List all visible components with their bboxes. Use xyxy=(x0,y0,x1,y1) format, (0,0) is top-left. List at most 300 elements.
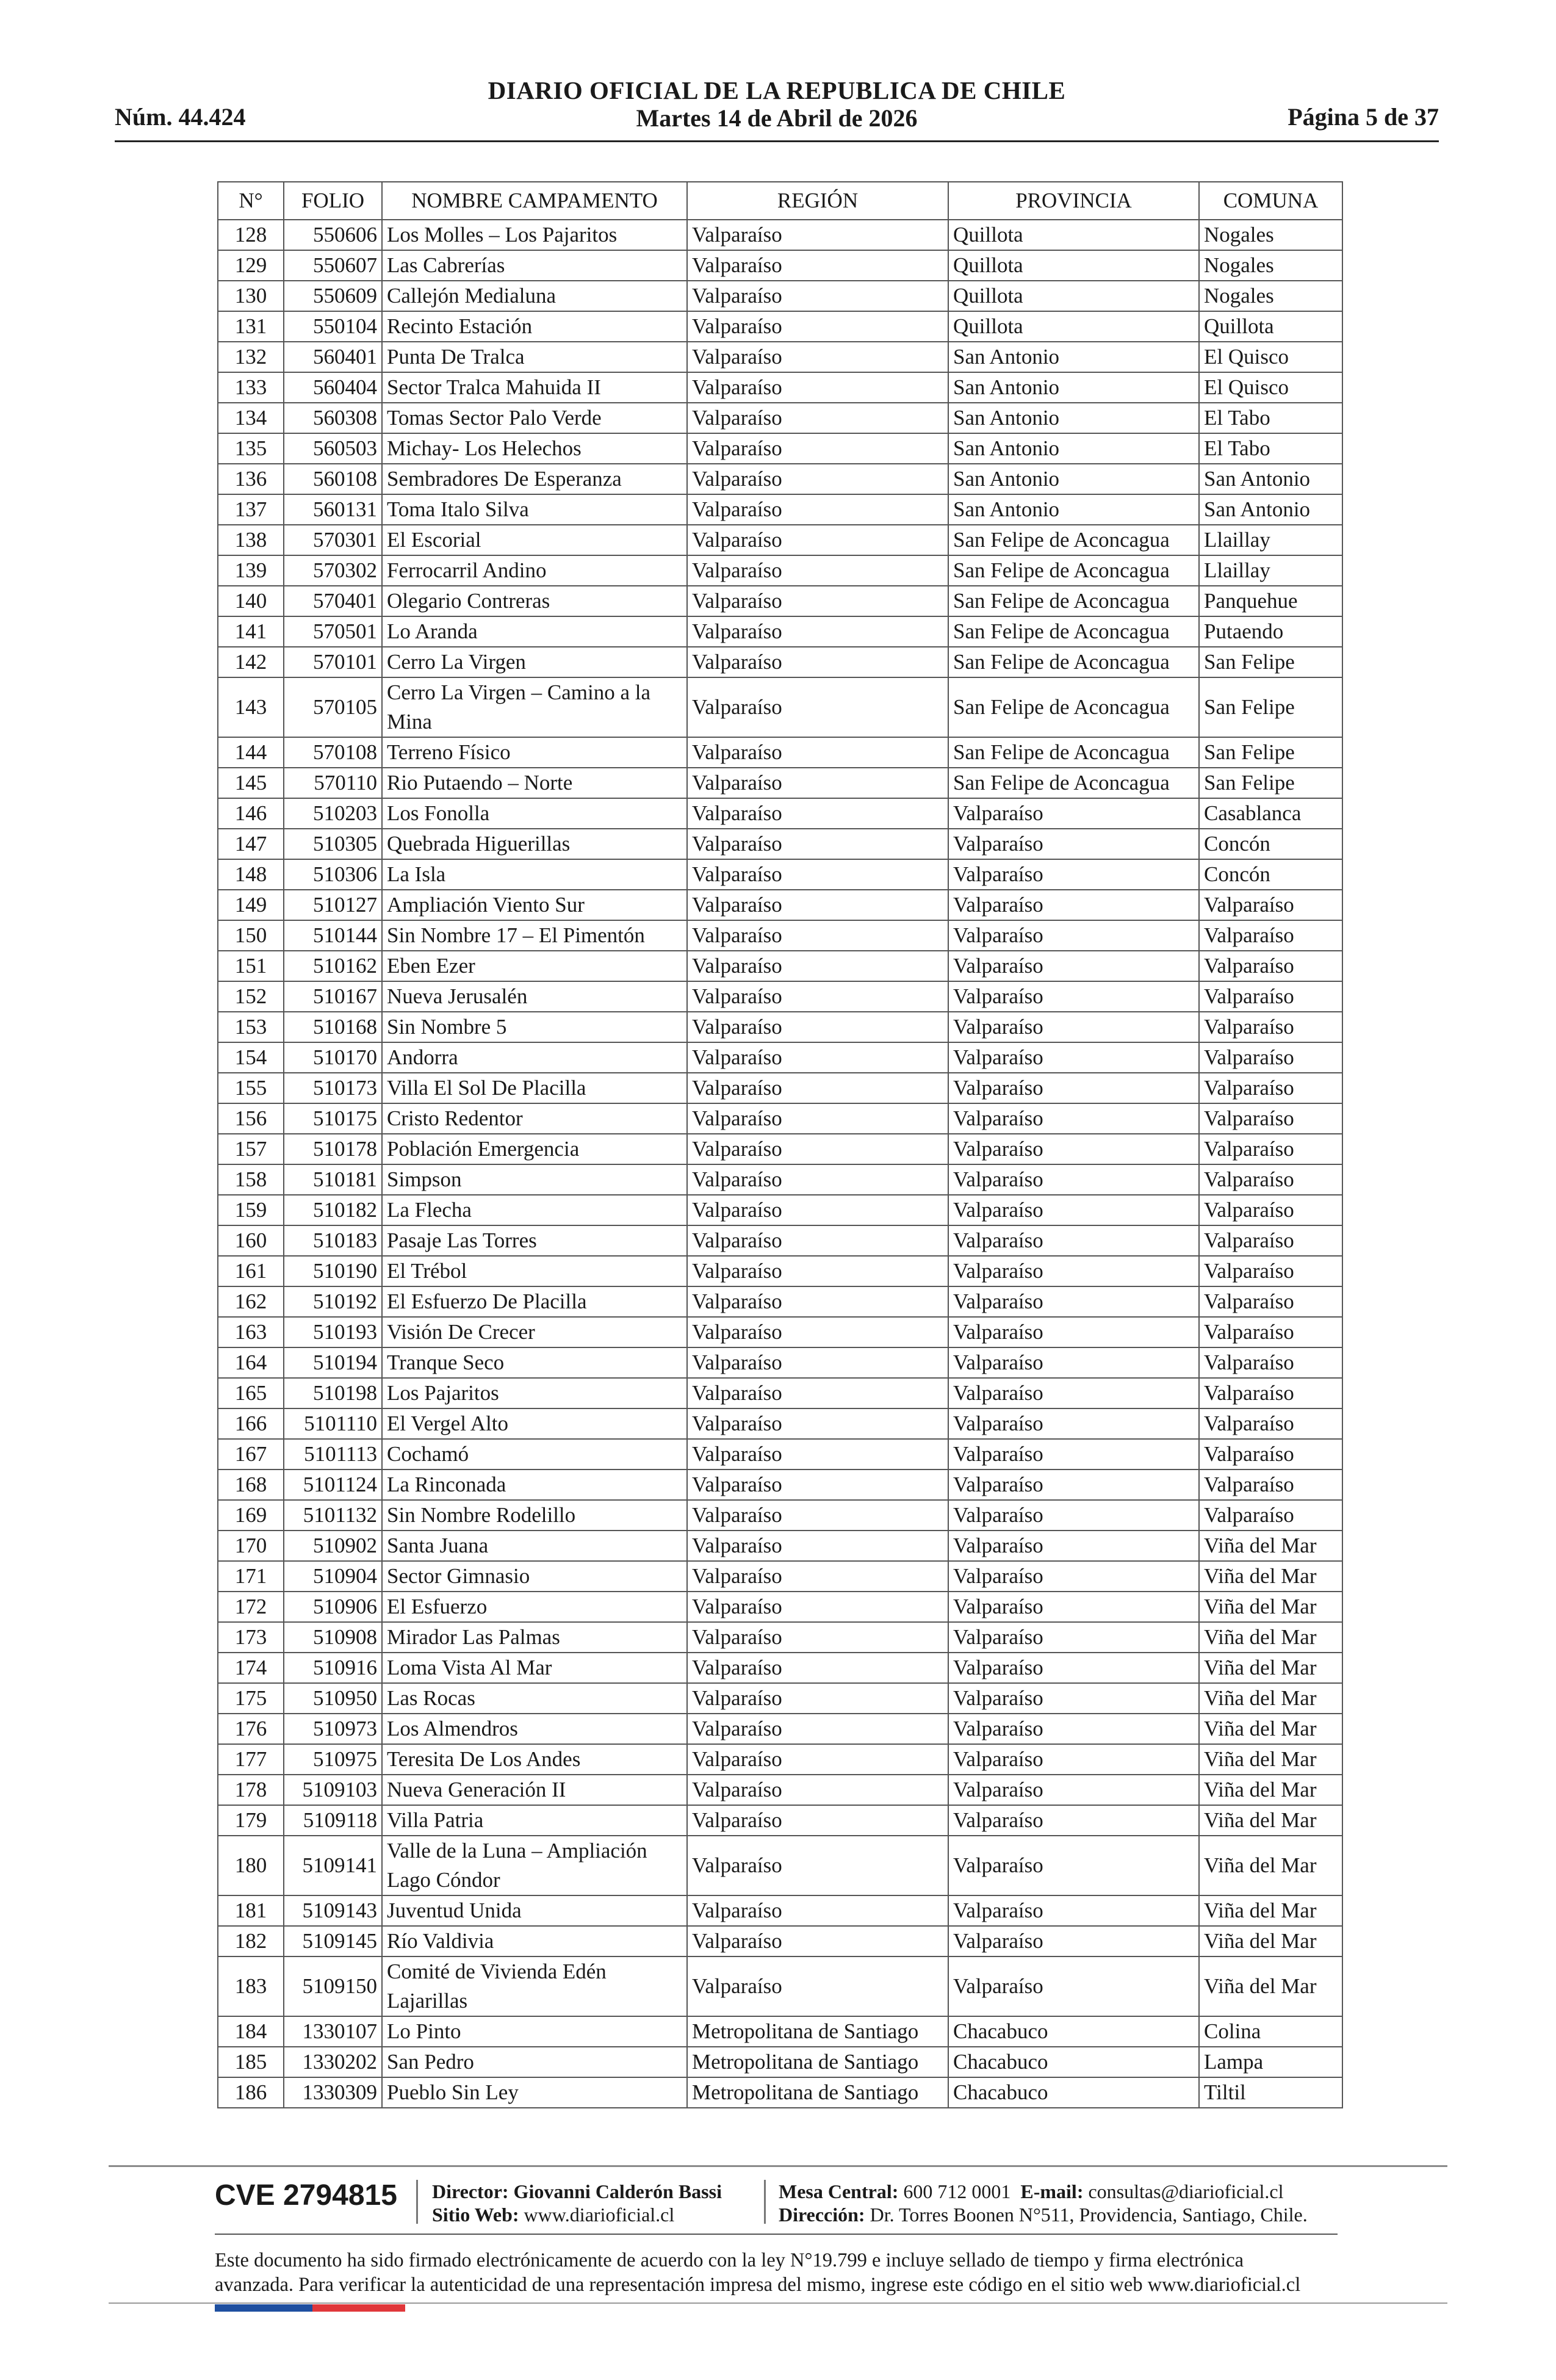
nombre-campamento: Los Almendros xyxy=(382,1714,687,1744)
provincia: San Felipe de Aconcagua xyxy=(948,586,1199,616)
nombre-campamento: Pueblo Sin Ley xyxy=(382,2077,687,2108)
region: Valparaíso xyxy=(687,829,948,859)
comuna: El Tabo xyxy=(1199,433,1342,464)
provincia: Quillota xyxy=(948,311,1199,342)
flag-bar-red xyxy=(312,2304,405,2312)
row-number: 132 xyxy=(218,342,284,372)
folio: 510950 xyxy=(284,1683,382,1714)
footer-legal-divider xyxy=(215,2234,1338,2235)
provincia: Valparaíso xyxy=(948,1103,1199,1134)
region: Valparaíso xyxy=(687,433,948,464)
nombre-campamento: Sin Nombre Rodelillo xyxy=(382,1500,687,1531)
provincia: San Felipe de Aconcagua xyxy=(948,616,1199,647)
nombre-campamento: Santa Juana xyxy=(382,1531,687,1561)
table-row xyxy=(218,1561,1342,1592)
row-number: 171 xyxy=(218,1561,284,1592)
folio: 570401 xyxy=(284,586,382,616)
footer-director-block xyxy=(432,2180,722,2226)
row-number: 184 xyxy=(218,2016,284,2047)
row-number: 182 xyxy=(218,1926,284,1956)
comuna: Concón xyxy=(1199,859,1342,890)
nombre-campamento: Eben Ezer xyxy=(382,951,687,981)
comuna: Valparaíso xyxy=(1199,920,1342,951)
table-row xyxy=(218,829,1342,859)
folio: 510198 xyxy=(284,1378,382,1408)
column-header: NOMBRE CAMPAMENTO xyxy=(382,182,687,220)
provincia: Valparaíso xyxy=(948,1683,1199,1714)
table-row xyxy=(218,342,1342,372)
flag-bar-blue xyxy=(215,2304,312,2312)
table-row xyxy=(218,768,1342,798)
nombre-campamento: La Rinconada xyxy=(382,1469,687,1500)
region: Valparaíso xyxy=(687,981,948,1012)
comuna: Viña del Mar xyxy=(1199,1683,1342,1714)
comuna: Viña del Mar xyxy=(1199,1622,1342,1653)
provincia: San Felipe de Aconcagua xyxy=(948,525,1199,555)
table-row xyxy=(218,1164,1342,1195)
row-number: 128 xyxy=(218,220,284,250)
row-number: 145 xyxy=(218,768,284,798)
comuna: Llaillay xyxy=(1199,525,1342,555)
table-row xyxy=(218,1592,1342,1622)
row-number: 156 xyxy=(218,1103,284,1134)
nombre-campamento: El Esfuerzo xyxy=(382,1592,687,1622)
nombre-campamento: Lo Aranda xyxy=(382,616,687,647)
folio: 570108 xyxy=(284,737,382,768)
row-number: 172 xyxy=(218,1592,284,1622)
folio: 510178 xyxy=(284,1134,382,1164)
provincia: Quillota xyxy=(948,220,1199,250)
folio: 550607 xyxy=(284,250,382,281)
table-row xyxy=(218,1775,1342,1805)
comuna: San Antonio xyxy=(1199,494,1342,525)
comuna: Concón xyxy=(1199,829,1342,859)
provincia: Valparaíso xyxy=(948,859,1199,890)
folio: 550609 xyxy=(284,281,382,311)
row-number: 141 xyxy=(218,616,284,647)
comuna: Valparaíso xyxy=(1199,890,1342,920)
region: Valparaíso xyxy=(687,1592,948,1622)
cve-code: CVE 2794815 xyxy=(215,2179,397,2212)
folio: 510182 xyxy=(284,1195,382,1225)
nombre-campamento: Loma Vista Al Mar xyxy=(382,1653,687,1683)
provincia: Valparaíso xyxy=(948,1256,1199,1286)
table-row xyxy=(218,433,1342,464)
nombre-campamento: Cerro La Virgen – Camino a la Mina xyxy=(382,677,687,737)
folio: 1330107 xyxy=(284,2016,382,2047)
nombre-campamento: Recinto Estación xyxy=(382,311,687,342)
footer-separator xyxy=(416,2180,418,2224)
nombre-campamento: Comité de Vivienda Edén Lajarillas xyxy=(382,1956,687,2016)
nombre-campamento: Cerro La Virgen xyxy=(382,647,687,677)
comuna: Viña del Mar xyxy=(1199,1653,1342,1683)
comuna: Casablanca xyxy=(1199,798,1342,829)
row-number: 137 xyxy=(218,494,284,525)
row-number: 140 xyxy=(218,586,284,616)
table-row xyxy=(218,1622,1342,1653)
legal-line-2: avanzada. Para verificar la autenticidad de una representación impresa del mismo, ingrese este código en el sitio web www.diarioficial.cl xyxy=(215,2274,1301,2296)
table-row xyxy=(218,951,1342,981)
row-number: 169 xyxy=(218,1500,284,1531)
table-row xyxy=(218,1286,1342,1317)
table-row xyxy=(218,737,1342,768)
row-number: 158 xyxy=(218,1164,284,1195)
region: Metropolitana de Santiago xyxy=(687,2016,948,2047)
table-row xyxy=(218,677,1342,737)
provincia: Valparaíso xyxy=(948,1317,1199,1347)
table-row xyxy=(218,1744,1342,1775)
comuna: Lampa xyxy=(1199,2047,1342,2077)
nombre-campamento: Sin Nombre 17 – El Pimentón xyxy=(382,920,687,951)
folio: 510162 xyxy=(284,951,382,981)
row-number: 151 xyxy=(218,951,284,981)
row-number: 164 xyxy=(218,1347,284,1378)
region: Valparaíso xyxy=(687,920,948,951)
provincia: Valparaíso xyxy=(948,1926,1199,1956)
table-row xyxy=(218,1256,1342,1286)
provincia: Valparaíso xyxy=(948,1956,1199,2016)
web-link[interactable]: www.diarioficial.cl xyxy=(524,2204,675,2226)
comuna: San Felipe xyxy=(1199,737,1342,768)
region: Valparaíso xyxy=(687,890,948,920)
provincia: Valparaíso xyxy=(948,890,1199,920)
region: Valparaíso xyxy=(687,525,948,555)
table-row xyxy=(218,1926,1342,1956)
row-number: 147 xyxy=(218,829,284,859)
row-number: 150 xyxy=(218,920,284,951)
issue-date: Martes 14 de Abril de 2026 xyxy=(636,104,918,132)
table-row xyxy=(218,616,1342,647)
comuna: Panquehue xyxy=(1199,586,1342,616)
folio: 510916 xyxy=(284,1653,382,1683)
folio: 510973 xyxy=(284,1714,382,1744)
table-row xyxy=(218,372,1342,403)
column-header: PROVINCIA xyxy=(948,182,1199,220)
row-number: 181 xyxy=(218,1895,284,1926)
comuna: Quillota xyxy=(1199,311,1342,342)
comuna: Valparaíso xyxy=(1199,1012,1342,1042)
row-number: 144 xyxy=(218,737,284,768)
table-row xyxy=(218,1378,1342,1408)
provincia: San Felipe de Aconcagua xyxy=(948,768,1199,798)
folio: 560401 xyxy=(284,342,382,372)
folio: 510144 xyxy=(284,920,382,951)
region: Valparaíso xyxy=(687,1256,948,1286)
nombre-campamento: Sin Nombre 5 xyxy=(382,1012,687,1042)
comuna: El Quisco xyxy=(1199,372,1342,403)
nombre-campamento: Simpson xyxy=(382,1164,687,1195)
nombre-campamento: Visión De Crecer xyxy=(382,1317,687,1347)
nombre-campamento: Ferrocarril Andino xyxy=(382,555,687,586)
table-row xyxy=(218,1500,1342,1531)
region: Valparaíso xyxy=(687,1134,948,1164)
table-header-row xyxy=(218,182,1342,220)
comuna: El Quisco xyxy=(1199,342,1342,372)
row-number: 174 xyxy=(218,1653,284,1683)
region: Valparaíso xyxy=(687,311,948,342)
provincia: Quillota xyxy=(948,250,1199,281)
nombre-campamento: Teresita De Los Andes xyxy=(382,1744,687,1775)
provincia: Valparaíso xyxy=(948,1195,1199,1225)
folio: 510902 xyxy=(284,1531,382,1561)
comuna: Viña del Mar xyxy=(1199,1926,1342,1956)
table-row xyxy=(218,1317,1342,1347)
row-number: 168 xyxy=(218,1469,284,1500)
folio: 510170 xyxy=(284,1042,382,1073)
comuna: Viña del Mar xyxy=(1199,1531,1342,1561)
nombre-campamento: Las Cabrerías xyxy=(382,250,687,281)
table-row xyxy=(218,1956,1342,2016)
nombre-campamento: Villa El Sol De Placilla xyxy=(382,1073,687,1103)
region: Valparaíso xyxy=(687,1805,948,1836)
region: Valparaíso xyxy=(687,1378,948,1408)
region: Valparaíso xyxy=(687,616,948,647)
nombre-campamento: Pasaje Las Torres xyxy=(382,1225,687,1256)
provincia: San Felipe de Aconcagua xyxy=(948,677,1199,737)
table-row xyxy=(218,920,1342,951)
page-number: Página 5 de 37 xyxy=(1288,103,1439,131)
table-row xyxy=(218,494,1342,525)
comuna: Valparaíso xyxy=(1199,1408,1342,1439)
folio: 560503 xyxy=(284,433,382,464)
comuna: Viña del Mar xyxy=(1199,1805,1342,1836)
folio: 560108 xyxy=(284,464,382,494)
row-number: 183 xyxy=(218,1956,284,2016)
region: Valparaíso xyxy=(687,1073,948,1103)
nombre-campamento: La Flecha xyxy=(382,1195,687,1225)
comuna: Valparaíso xyxy=(1199,1195,1342,1225)
nombre-campamento: Los Pajaritos xyxy=(382,1378,687,1408)
folio: 570302 xyxy=(284,555,382,586)
folio: 510305 xyxy=(284,829,382,859)
region: Valparaíso xyxy=(687,1347,948,1378)
footer-divider xyxy=(109,2165,1447,2167)
provincia: Valparaíso xyxy=(948,1439,1199,1469)
comuna: Viña del Mar xyxy=(1199,1744,1342,1775)
comuna: Tiltil xyxy=(1199,2077,1342,2108)
table-row xyxy=(218,2047,1342,2077)
nombre-campamento: Nueva Jerusalén xyxy=(382,981,687,1012)
region: Valparaíso xyxy=(687,737,948,768)
comuna: El Tabo xyxy=(1199,403,1342,433)
comuna: Viña del Mar xyxy=(1199,1836,1342,1895)
row-number: 131 xyxy=(218,311,284,342)
nombre-campamento: Población Emergencia xyxy=(382,1134,687,1164)
row-number: 163 xyxy=(218,1317,284,1347)
row-number: 143 xyxy=(218,677,284,737)
folio: 510173 xyxy=(284,1073,382,1103)
provincia: Chacabuco xyxy=(948,2077,1199,2108)
table-row xyxy=(218,250,1342,281)
region: Valparaíso xyxy=(687,1317,948,1347)
table-row xyxy=(218,981,1342,1012)
folio: 510175 xyxy=(284,1103,382,1134)
folio: 5101124 xyxy=(284,1469,382,1500)
provincia: Valparaíso xyxy=(948,1592,1199,1622)
comuna: Valparaíso xyxy=(1199,1286,1342,1317)
provincia: Valparaíso xyxy=(948,1561,1199,1592)
row-number: 149 xyxy=(218,890,284,920)
folio: 510194 xyxy=(284,1347,382,1378)
comuna: Valparaíso xyxy=(1199,1042,1342,1073)
provincia: Valparaíso xyxy=(948,1653,1199,1683)
row-number: 139 xyxy=(218,555,284,586)
region: Valparaíso xyxy=(687,1225,948,1256)
column-header: FOLIO xyxy=(284,182,382,220)
region: Valparaíso xyxy=(687,798,948,829)
folio: 5101132 xyxy=(284,1500,382,1531)
region: Valparaíso xyxy=(687,1531,948,1561)
provincia: San Felipe de Aconcagua xyxy=(948,737,1199,768)
nombre-campamento: Ampliación Viento Sur xyxy=(382,890,687,920)
region: Valparaíso xyxy=(687,1500,948,1531)
row-number: 186 xyxy=(218,2077,284,2108)
region: Valparaíso xyxy=(687,1439,948,1469)
row-number: 153 xyxy=(218,1012,284,1042)
mesa-label: Mesa Central: xyxy=(779,2180,899,2202)
page-header xyxy=(115,0,1439,146)
nombre-campamento: Lo Pinto xyxy=(382,2016,687,2047)
comuna: Valparaíso xyxy=(1199,951,1342,981)
mesa-phone: 600 712 0001 xyxy=(903,2180,1011,2202)
folio: 510908 xyxy=(284,1622,382,1653)
nombre-campamento: Olegario Contreras xyxy=(382,586,687,616)
provincia: Valparaíso xyxy=(948,1042,1199,1073)
provincia: Valparaíso xyxy=(948,1531,1199,1561)
row-number: 161 xyxy=(218,1256,284,1286)
comuna: San Antonio xyxy=(1199,464,1342,494)
comuna: Viña del Mar xyxy=(1199,1895,1342,1926)
table-row xyxy=(218,1073,1342,1103)
nombre-campamento: Andorra xyxy=(382,1042,687,1073)
folio: 5109118 xyxy=(284,1805,382,1836)
comuna: Valparaíso xyxy=(1199,1073,1342,1103)
comuna: Llaillay xyxy=(1199,555,1342,586)
row-number: 138 xyxy=(218,525,284,555)
email-link[interactable]: consultas@diarioficial.cl xyxy=(1088,2180,1284,2202)
footer-contact-block xyxy=(779,2180,1308,2226)
row-number: 167 xyxy=(218,1439,284,1469)
region: Valparaíso xyxy=(687,1408,948,1439)
provincia: San Antonio xyxy=(948,372,1199,403)
director-name: Giovanni Calderón Bassi xyxy=(513,2180,722,2202)
folio: 570110 xyxy=(284,768,382,798)
region: Valparaíso xyxy=(687,1042,948,1073)
comuna: Valparaíso xyxy=(1199,1225,1342,1256)
provincia: Valparaíso xyxy=(948,920,1199,951)
comuna: Viña del Mar xyxy=(1199,1561,1342,1592)
comuna: Valparaíso xyxy=(1199,1439,1342,1469)
table-row xyxy=(218,1225,1342,1256)
region: Valparaíso xyxy=(687,1926,948,1956)
email-label: E-mail: xyxy=(1020,2180,1084,2202)
nombre-campamento: Punta De Tralca xyxy=(382,342,687,372)
provincia: Valparaíso xyxy=(948,1895,1199,1926)
table-row xyxy=(218,1895,1342,1926)
region: Valparaíso xyxy=(687,768,948,798)
nombre-campamento: Nueva Generación II xyxy=(382,1775,687,1805)
nombre-campamento: Sector Gimnasio xyxy=(382,1561,687,1592)
nombre-campamento: San Pedro xyxy=(382,2047,687,2077)
folio: 5101113 xyxy=(284,1439,382,1469)
folio: 5109141 xyxy=(284,1836,382,1895)
table-row xyxy=(218,1714,1342,1744)
nombre-campamento: El Vergel Alto xyxy=(382,1408,687,1439)
table-row xyxy=(218,281,1342,311)
table-row xyxy=(218,525,1342,555)
provincia: Valparaíso xyxy=(948,1805,1199,1836)
folio: 560404 xyxy=(284,372,382,403)
folio: 510190 xyxy=(284,1256,382,1286)
table-row xyxy=(218,890,1342,920)
table-row xyxy=(218,464,1342,494)
comuna: San Felipe xyxy=(1199,768,1342,798)
region: Valparaíso xyxy=(687,1012,948,1042)
provincia: Valparaíso xyxy=(948,829,1199,859)
comuna: Valparaíso xyxy=(1199,981,1342,1012)
region: Valparaíso xyxy=(687,1164,948,1195)
provincia: Valparaíso xyxy=(948,1469,1199,1500)
column-header: N° xyxy=(218,182,284,220)
region: Valparaíso xyxy=(687,1561,948,1592)
nombre-campamento: Los Fonolla xyxy=(382,798,687,829)
nombre-campamento: Juventud Unida xyxy=(382,1895,687,1926)
comuna: Valparaíso xyxy=(1199,1347,1342,1378)
region: Valparaíso xyxy=(687,1195,948,1225)
table-body xyxy=(218,220,1342,2108)
row-number: 177 xyxy=(218,1744,284,1775)
provincia: Valparaíso xyxy=(948,1164,1199,1195)
folio: 510183 xyxy=(284,1225,382,1256)
nombre-campamento: Cristo Redentor xyxy=(382,1103,687,1134)
provincia: Valparaíso xyxy=(948,1744,1199,1775)
row-number: 155 xyxy=(218,1073,284,1103)
bottom-rule xyxy=(109,2302,1447,2304)
nombre-campamento: Callejón Medialuna xyxy=(382,281,687,311)
region: Valparaíso xyxy=(687,1714,948,1744)
provincia: Valparaíso xyxy=(948,981,1199,1012)
row-number: 130 xyxy=(218,281,284,311)
table-row xyxy=(218,859,1342,890)
table-row xyxy=(218,1347,1342,1378)
row-number: 160 xyxy=(218,1225,284,1256)
provincia: Valparaíso xyxy=(948,1378,1199,1408)
folio: 510192 xyxy=(284,1286,382,1317)
region: Valparaíso xyxy=(687,1683,948,1714)
region: Valparaíso xyxy=(687,555,948,586)
provincia: Valparaíso xyxy=(948,1622,1199,1653)
row-number: 148 xyxy=(218,859,284,890)
provincia: San Antonio xyxy=(948,464,1199,494)
comuna: Viña del Mar xyxy=(1199,1775,1342,1805)
table-row xyxy=(218,1012,1342,1042)
nombre-campamento: Mirador Las Palmas xyxy=(382,1622,687,1653)
nombre-campamento: La Isla xyxy=(382,859,687,890)
table-row xyxy=(218,1836,1342,1895)
row-number: 157 xyxy=(218,1134,284,1164)
row-number: 162 xyxy=(218,1286,284,1317)
table-row xyxy=(218,311,1342,342)
region: Valparaíso xyxy=(687,1956,948,2016)
table-row xyxy=(218,1195,1342,1225)
folio: 1330309 xyxy=(284,2077,382,2108)
web-label: Sitio Web: xyxy=(432,2204,519,2226)
comuna: San Felipe xyxy=(1199,677,1342,737)
region: Valparaíso xyxy=(687,1895,948,1926)
comuna: Valparaíso xyxy=(1199,1317,1342,1347)
row-number: 129 xyxy=(218,250,284,281)
nombre-campamento: El Esfuerzo De Placilla xyxy=(382,1286,687,1317)
